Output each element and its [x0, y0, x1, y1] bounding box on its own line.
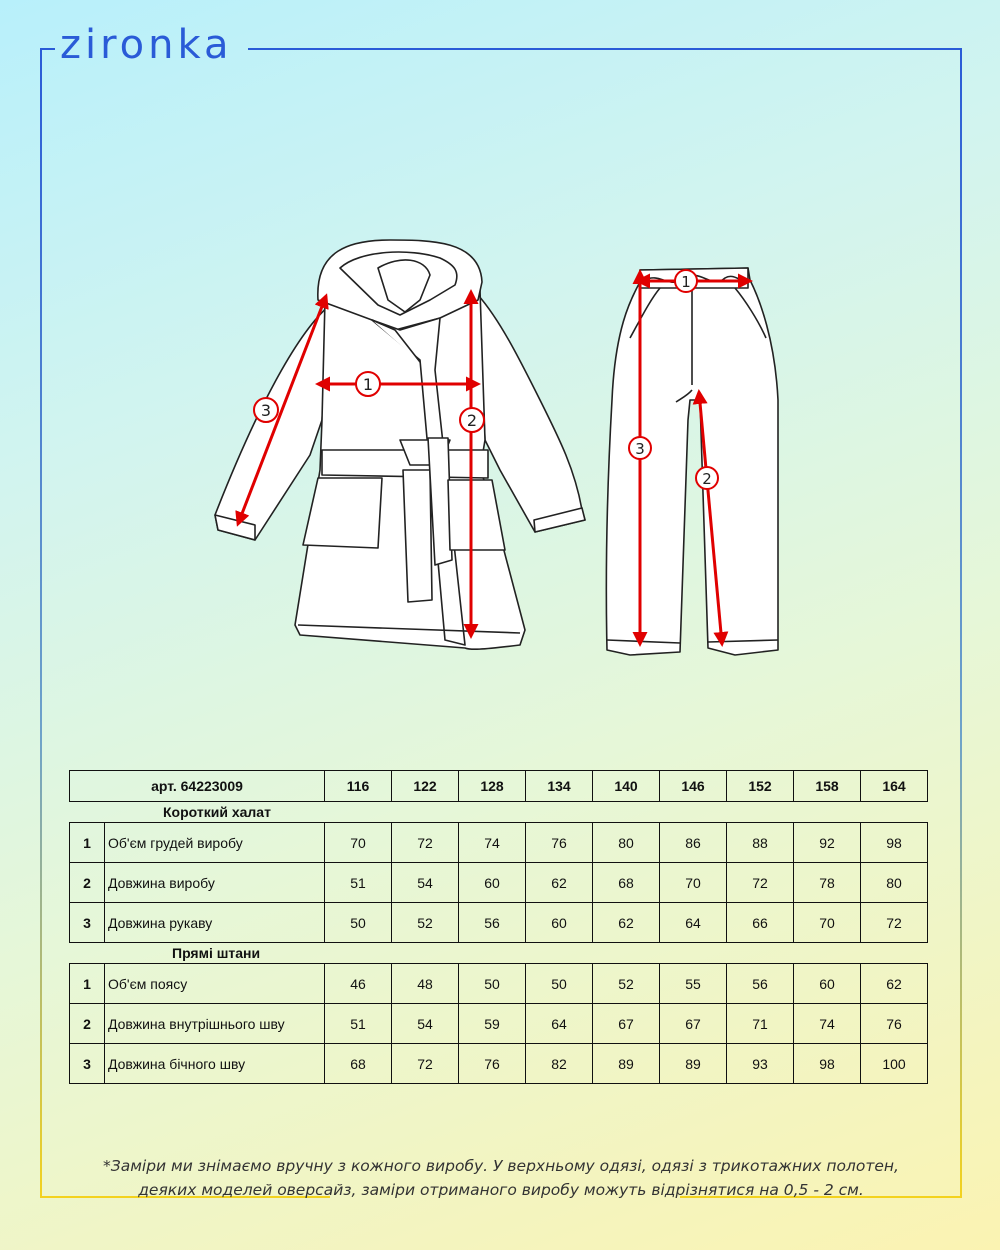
- row-label: Об'єм грудей виробу: [105, 823, 325, 863]
- table-cell: 93: [727, 1044, 794, 1084]
- size-header-cell: 146: [660, 771, 727, 802]
- footnote-line-2: деяких моделей оверсайз, заміри отриманого виробу можуть відрізнятися на 0,5 - 2 см.: [138, 1181, 864, 1199]
- size-header-cell: 140: [593, 771, 660, 802]
- table-cell: 72: [392, 1044, 459, 1084]
- table-cell: 100: [861, 1044, 928, 1084]
- section-title-robe: Короткий халат: [163, 804, 271, 820]
- table-cell: 50: [325, 903, 392, 943]
- article-number: арт. 64223009: [70, 771, 325, 802]
- table-cell: 74: [794, 1004, 861, 1044]
- table-cell: 51: [325, 863, 392, 903]
- robe-drawing: [215, 240, 585, 649]
- table-cell: 70: [325, 823, 392, 863]
- table-cell: 50: [459, 964, 526, 1004]
- table-cell: 55: [660, 964, 727, 1004]
- pants-marker-1-label: 1: [681, 273, 691, 291]
- table-cell: 71: [727, 1004, 794, 1044]
- table-cell: 72: [392, 823, 459, 863]
- table-cell: 78: [794, 863, 861, 903]
- table-cell: 54: [392, 863, 459, 903]
- robe-size-table: [69, 822, 928, 943]
- size-header-cell: 164: [861, 771, 928, 802]
- row-number: 1: [70, 823, 105, 863]
- table-cell: 67: [593, 1004, 660, 1044]
- row-label: Об'єм поясу: [105, 964, 325, 1004]
- row-number: 1: [70, 964, 105, 1004]
- table-cell: 76: [459, 1044, 526, 1084]
- row-number: 2: [70, 863, 105, 903]
- row-label: Довжина бічного шву: [105, 1044, 325, 1084]
- row-label: Довжина виробу: [105, 863, 325, 903]
- brand-logo: zironka: [60, 22, 233, 68]
- table-row: [70, 863, 928, 903]
- table-cell: 56: [459, 903, 526, 943]
- table-cell: 52: [593, 964, 660, 1004]
- table-cell: 80: [861, 863, 928, 903]
- table-cell: 86: [660, 823, 727, 863]
- table-cell: 68: [325, 1044, 392, 1084]
- size-header-row: [70, 771, 928, 802]
- table-cell: 98: [861, 823, 928, 863]
- row-label: Довжина рукаву: [105, 903, 325, 943]
- pants-marker-2-label: 2: [702, 470, 712, 488]
- table-cell: 60: [794, 964, 861, 1004]
- size-header-cell: 116: [325, 771, 392, 802]
- table-cell: 54: [392, 1004, 459, 1044]
- size-header-cell: 122: [392, 771, 459, 802]
- table-cell: 76: [861, 1004, 928, 1044]
- table-cell: 62: [526, 863, 593, 903]
- table-cell: 60: [526, 903, 593, 943]
- table-cell: 80: [593, 823, 660, 863]
- table-cell: 66: [727, 903, 794, 943]
- table-cell: 70: [794, 903, 861, 943]
- footnote-line-1: *Заміри ми знімаємо вручну з кожного виробу. У верхньому одязі, одязі з трикотажних полотен,: [103, 1157, 899, 1175]
- measurement-footnote: [40, 1154, 962, 1202]
- table-cell: 74: [459, 823, 526, 863]
- table-cell: 72: [727, 863, 794, 903]
- pants-size-table: [69, 963, 928, 1084]
- pants-marker-3-label: 3: [635, 440, 645, 458]
- row-number: 3: [70, 903, 105, 943]
- table-cell: 82: [526, 1044, 593, 1084]
- table-cell: 88: [727, 823, 794, 863]
- table-cell: 50: [526, 964, 593, 1004]
- table-row: [70, 903, 928, 943]
- size-header-cell: 134: [526, 771, 593, 802]
- table-cell: 92: [794, 823, 861, 863]
- table-cell: 89: [593, 1044, 660, 1084]
- robe-marker-1-label: 1: [362, 375, 374, 394]
- table-cell: 67: [660, 1004, 727, 1044]
- table-cell: 59: [459, 1004, 526, 1044]
- row-label: Довжина внутрішнього шву: [105, 1004, 325, 1044]
- table-cell: 48: [392, 964, 459, 1004]
- table-cell: 89: [660, 1044, 727, 1084]
- table-cell: 64: [660, 903, 727, 943]
- table-cell: 60: [459, 863, 526, 903]
- pants-drawing: [606, 268, 778, 655]
- table-row: [70, 1044, 928, 1084]
- size-header-table: [69, 770, 928, 802]
- row-number: 3: [70, 1044, 105, 1084]
- table-cell: 52: [392, 903, 459, 943]
- table-cell: 70: [660, 863, 727, 903]
- table-cell: 56: [727, 964, 794, 1004]
- table-cell: 98: [794, 1044, 861, 1084]
- table-row: [70, 823, 928, 863]
- robe-marker-3-label: 3: [260, 401, 272, 420]
- robe-marker-2-label: 2: [466, 411, 478, 430]
- table-cell: 64: [526, 1004, 593, 1044]
- table-cell: 76: [526, 823, 593, 863]
- table-row: [70, 1004, 928, 1044]
- table-cell: 68: [593, 863, 660, 903]
- table-cell: 62: [861, 964, 928, 1004]
- table-cell: 51: [325, 1004, 392, 1044]
- section-title-pants: Прямі штани: [172, 945, 261, 961]
- table-cell: 72: [861, 903, 928, 943]
- table-cell: 62: [593, 903, 660, 943]
- size-header-cell: 152: [727, 771, 794, 802]
- table-cell: 46: [325, 964, 392, 1004]
- size-header-cell: 158: [794, 771, 861, 802]
- table-row: [70, 964, 928, 1004]
- row-number: 2: [70, 1004, 105, 1044]
- size-header-cell: 128: [459, 771, 526, 802]
